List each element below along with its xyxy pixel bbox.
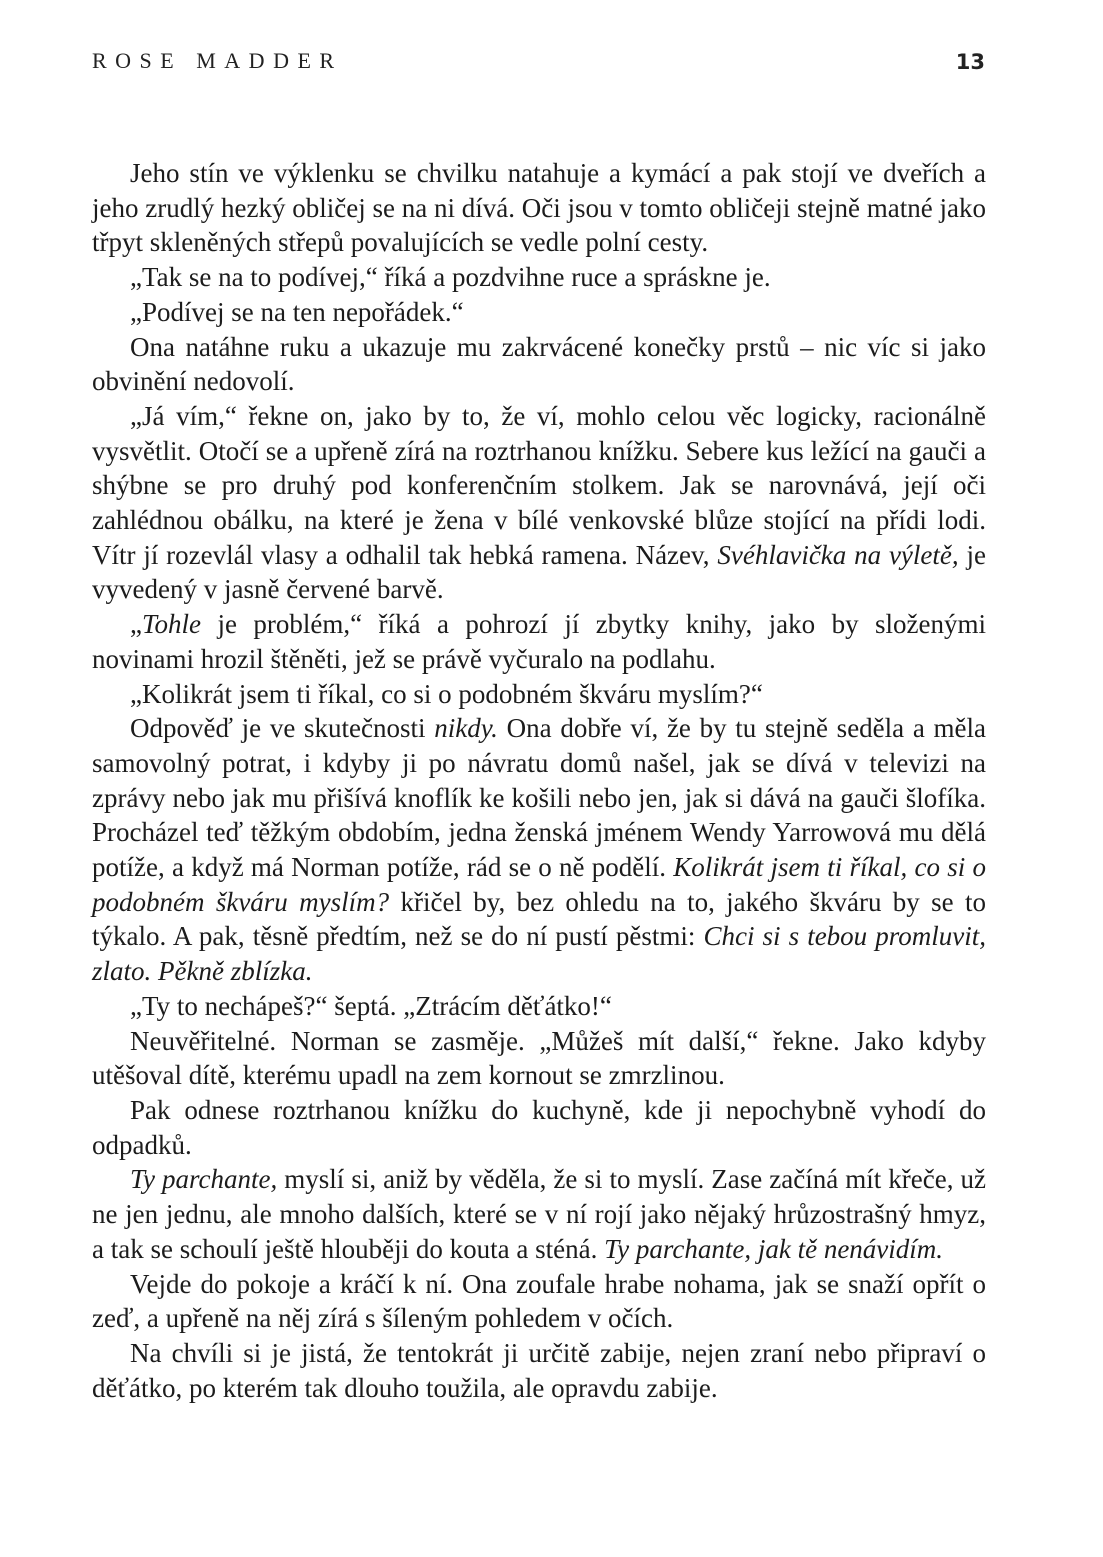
book-title-italic: Svéhlavička na výletě,: [717, 539, 959, 570]
paragraph: Pak odnese roztrhanou knížku do kuchyně, kde ji nepochybně vyhodí do odpadků.: [92, 1094, 986, 1160]
body-text: [92, 156, 986, 1405]
emphasis: nikdy.: [434, 713, 498, 744]
emphasis: Ty parchante,: [130, 1164, 278, 1195]
paragraph: Na chvíli si je jistá, že tentokrát ji určitě zabije, nejen zraní nebo připraví o děťátko, po kterém tak dlouho toužila, ale opravdu zabije.: [92, 1337, 986, 1403]
paragraph: Ona natáhne ruku a ukazuje mu zakrvácené konečky prstů – nic víc si jako obvinění nedovolí.: [92, 331, 986, 397]
paragraph: Jeho stín ve výklenku se chvilku natahuje a kymácí a pak stojí ve dveřích a jeho zrudlý hezký obličej se na ni dívá. Oči jsou v tomto obličeji stejně matné jako třpyt skleněných střepů povalujících se vedle polní cesty.: [92, 158, 986, 258]
page-number: 13: [955, 50, 985, 74]
paragraph: „Tak se na to podívej,“ říká a pozdvihne ruce a spráskne je.: [130, 262, 771, 293]
paragraph: Vejde do pokoje a kráčí k ní. Ona zoufale hrabe nohama, jak se snaží opřít o zeď, a upřeně na něj zírá s šíleným pohledem v očích.: [92, 1268, 986, 1334]
paragraph: Neuvěřitelné. Norman se zasměje. „Můžeš mít další,“ řekne. Jako kdyby utěšoval dítě, kterému upadl na zem kornout se zmrzlinou.: [92, 1025, 986, 1091]
paragraph: „Tohle je problém,“ říká a pohrozí jí zbytky knihy, jako by složenými novinami hrozil štěněti, jež se právě vyčuralo na podlahu.: [92, 609, 986, 674]
paragraph: „Já vím,“ řekne on, jako by to, že ví, mohlo celou věc logicky, racionálně vysvětlit. Otočí se a upřeně zírá na roztrhanou knížku. Sebere kus ležící na gauči a shýbne se pro druhý pod konferenčním stolkem. Jak se narovnává, její oči zahlédnou obálku, na které je žena v bílé venkovské blůze stojící na přídi lodi. Vítr jí rozevlál vlasy a odhalil tak hebká ramena. Název, Svéhlavička na výletě, je vyvedený v jasně červené barvě.: [92, 400, 986, 605]
emphasis: Tohle: [141, 609, 202, 640]
paragraph: „Ty to nechápeš?“ šeptá. „Ztrácím děťátko!“: [130, 990, 612, 1021]
emphasis: Kolikrát jsem ti říkal, co si o podobném škváru myslím?: [92, 852, 986, 917]
emphasis: Ty parchante, jak tě nenávidím.: [604, 1233, 944, 1264]
paragraph: Ty parchante, myslí si, aniž by věděla, že si to myslí. Zase začíná mít křeče, už ne jen jednu, ale mnoho dalších, které se v ní rojí jako nějaký hrůzostrašný hmyz, a tak se schoulí ještě hlouběji do kouta a sténá. Ty parchante, jak tě nenávidím.: [92, 1164, 986, 1264]
emphasis: Chci si s tebou promluvit, zlato. Pěkně zblízka.: [92, 921, 986, 987]
paragraph: „Podívej se na ten nepořádek.“: [130, 296, 464, 327]
running-head: [92, 48, 985, 82]
paragraph: „Kolikrát jsem ti říkal, co si o podobném škváru myslím?“: [130, 678, 763, 709]
book-title: ROSE MADDER: [92, 48, 343, 73]
paragraph: Odpověď je ve skutečnosti nikdy. Ona dobře ví, že by tu stejně seděla a měla samovolný potrat, i kdyby ji po návratu domů našel, jak se dívá v televizi na zprávy nebo jak mu přišívá knoflík ke košili nebo jen, jak si dává na gauči šlofíka. Procházel teď těžkým obdobím, jedna ženská jménem Wendy Yarrowová mu dělá potíže, a když má Norman potíže, rád se o ně podělí. Kolikrát jsem ti říkal, co si o podobném škváru myslím? křičel by, bez ohledu na to, jakého škváru by se to týkalo. A pak, těsně předtím, než se do ní pustí pěstmi: Chci si s tebou promluvit, zlato. Pěkně zblízka.: [92, 713, 986, 987]
